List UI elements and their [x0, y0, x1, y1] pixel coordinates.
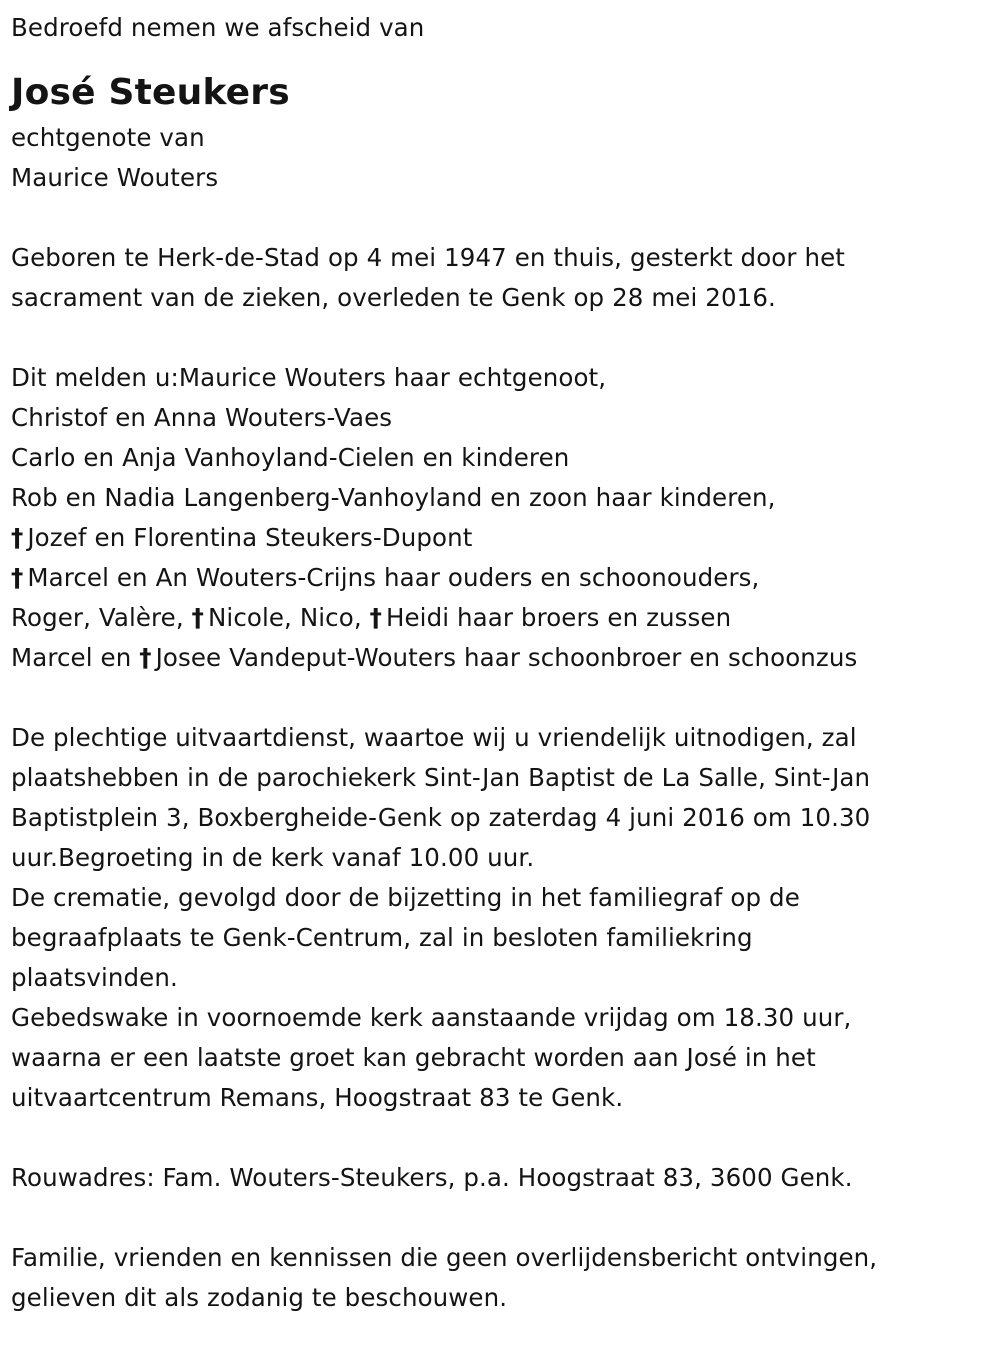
paragraph-line: uur.Begroeting in de kerk vanaf 10.00 uur. — [11, 843, 535, 872]
mourner-line: Dit melden u:Maurice Wouters haar echtgenoot, — [11, 363, 607, 392]
paragraph-line: Geboren te Herk-de-Stad op 4 mei 1947 en thuis, gesterkt door het — [11, 243, 845, 272]
paragraph-line: Baptistplein 3, Boxbergheide-Genk op zaterdag 4 juni 2016 om 10.30 — [11, 803, 871, 832]
paragraph-line: uitvaartcentrum Remans, Hoogstraat 83 te Genk. — [11, 1083, 624, 1112]
spouse-name: Maurice Wouters — [11, 163, 219, 192]
paragraph-line: plaatshebben in de parochiekerk Sint-Jan Baptist de La Salle, Sint-Jan — [11, 763, 871, 792]
cross-icon: † — [369, 603, 382, 632]
paragraph-line: plaatsvinden. — [11, 963, 178, 992]
mourner-text: Heidi haar broers en zussen — [385, 603, 732, 632]
mourner-line: Carlo en Anja Vanhoyland-Cielen en kinderen — [11, 443, 570, 472]
spacer — [11, 1118, 1000, 1158]
spouse-relation: echtgenote van — [11, 123, 205, 152]
paragraph-line: De plechtige uitvaartdienst, waartoe wij u vriendelijk uitnodigen, zal — [11, 723, 857, 752]
deceased-name: José Steukers — [11, 72, 290, 113]
spacer — [11, 318, 1000, 358]
mourner-text: Nicole, Nico, — [207, 603, 370, 632]
cross-icon: † — [11, 523, 24, 552]
cross-icon: † — [139, 643, 152, 672]
mourner-line: Christof en Anna Wouters-Vaes — [11, 403, 393, 432]
mourner-line: Rob en Nadia Langenberg-Vanhoyland en zoon haar kinderen, — [11, 483, 776, 512]
paragraph-line: Familie, vrienden en kennissen die geen overlijdensbericht ontvingen, — [11, 1243, 878, 1272]
mourner-line — [11, 558, 1000, 598]
cross-icon: † — [11, 563, 24, 592]
mourner-text: Jozef en Florentina Steukers-Dupont — [27, 523, 473, 552]
mourner-text: Roger, Valère, — [11, 603, 192, 632]
spacer — [11, 678, 1000, 718]
paragraph-line: waarna er een laatste groet kan gebracht worden aan José in het — [11, 1043, 816, 1072]
paragraph-line: De crematie, gevolgd door de bijzetting in het familiegraf op de — [11, 883, 800, 912]
mourner-line — [11, 598, 1000, 638]
paragraph-line: sacrament van de zieken, overleden te Genk op 28 mei 2016. — [11, 283, 776, 312]
mourning-address: Rouwadres: Fam. Wouters-Steukers, p.a. Hoogstraat 83, 3600 Genk. — [11, 1163, 853, 1192]
mourner-line — [11, 638, 1000, 678]
mourner-text: Josee Vandeput-Wouters haar schoonbroer en schoonzus — [155, 643, 858, 672]
ceremony-paragraph — [11, 718, 1000, 1118]
paragraph-line: Gebedswake in voornoemde kerk aanstaande vrijdag om 18.30 uur, — [11, 1003, 852, 1032]
mourner-text: Marcel en An Wouters-Crijns haar ouders en schoonouders, — [27, 563, 760, 592]
mourner-line — [11, 518, 1000, 558]
intro-text: Bedroefd nemen we afscheid van — [11, 13, 425, 42]
paragraph-line: gelieven dit als zodanig te beschouwen. — [11, 1283, 508, 1312]
cross-icon: † — [191, 603, 204, 632]
paragraph-line: begraafplaats te Genk-Centrum, zal in besloten familiekring — [11, 923, 753, 952]
birth-death-paragraph — [11, 238, 1000, 318]
mourner-text: Marcel en — [11, 643, 140, 672]
mourners-list — [11, 358, 1000, 678]
spacer — [11, 1198, 1000, 1238]
closing-paragraph — [11, 1238, 1000, 1318]
spacer — [11, 198, 1000, 238]
